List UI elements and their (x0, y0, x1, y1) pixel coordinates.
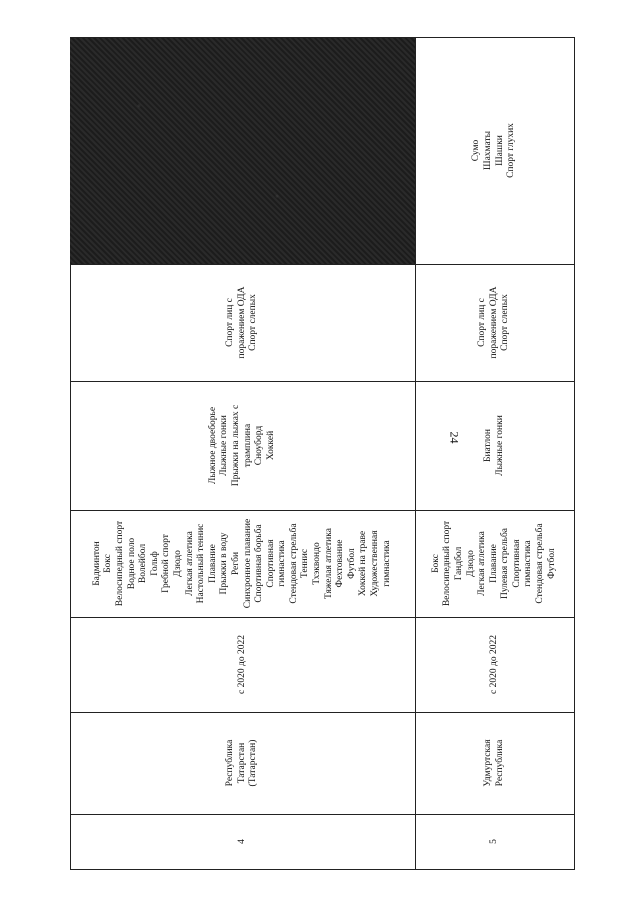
sport-item: Фехтование (335, 539, 346, 588)
table-border-bottom (70, 869, 574, 870)
row5-region-cell (415, 712, 574, 814)
row5-number-cell (415, 814, 574, 869)
sport-item: Бадминтон (91, 541, 102, 586)
row5-winter-cell (415, 381, 574, 510)
row5-region-line: Удмуртская (482, 739, 493, 787)
sport-item: Волейбол (138, 543, 149, 584)
sport-item: Художественная (370, 530, 381, 597)
sport-item: Футбол (346, 548, 357, 579)
sport-item: Шашки (494, 135, 505, 166)
row5-period-cell (415, 617, 574, 712)
row4-region-line: Республика (225, 739, 236, 787)
sport-item: Стендовая стрельба (288, 523, 299, 604)
sport-item: Шахматы (482, 131, 493, 171)
sport-item: трамплина (242, 423, 253, 468)
sport-item: Водное поло (126, 537, 137, 590)
row4-period-cell (70, 617, 415, 712)
sport-item: Регби (230, 551, 241, 576)
row5-other-list (471, 123, 517, 178)
sport-item: Спорт слепых (248, 294, 259, 351)
table-border-right (574, 37, 575, 870)
row5-summer-list (431, 521, 559, 606)
sport-item: Плавание (207, 544, 218, 583)
row5-disabled-list (477, 287, 512, 359)
sport-item: Теннис (300, 548, 311, 579)
row4-region-line: (Татарстан) (248, 739, 259, 787)
sport-item: Дзюдо (172, 550, 183, 577)
sport-item: Спортивная (265, 539, 276, 588)
row5-winter-list (483, 415, 506, 476)
sport-item: Плавание (488, 544, 499, 583)
row4-disabled-cell (70, 264, 415, 381)
sport-item: Легкая атлетика (477, 531, 488, 596)
sport-item: Хоккей на траве (358, 530, 369, 597)
row4-summer-cell (70, 510, 415, 617)
sport-item: Легкая атлетика (184, 531, 195, 596)
row5-summer-cell (415, 510, 574, 617)
sport-item: Бокс (430, 554, 441, 573)
sport-item: Спорт лиц с (225, 298, 236, 347)
sport-item: Спортивная борьба (254, 524, 265, 603)
row4-winter-cell (70, 381, 415, 510)
sport-item: Прыжки на лыжах с (230, 404, 241, 487)
sport-item: Лыжные гонки (219, 415, 230, 476)
sport-item: Хоккей (265, 430, 276, 461)
sport-item: Сумо (471, 139, 482, 162)
sport-item: Настольный теннис (196, 523, 207, 604)
sport-item: поражением ОДА (488, 286, 499, 359)
sport-item: Спорт слепых (500, 294, 511, 351)
sport-item: Биатлон (482, 429, 493, 462)
sport-item: Футбол (546, 548, 557, 579)
sport-item: Велосипедный спорт (442, 520, 453, 607)
row4-disabled-list (225, 287, 260, 359)
row5-disabled-cell (415, 264, 574, 381)
sport-item: Спорт лиц с (477, 298, 488, 347)
sport-item: поражением ОДА (236, 286, 247, 359)
page-number: 24 (447, 431, 462, 444)
obscured-cell-image (70, 38, 415, 264)
row4-summer-list (92, 519, 393, 608)
row4-region-line: Татарстан (236, 742, 247, 784)
sport-item: Велосипедный спорт (114, 520, 125, 607)
sport-item: Спорт глухих (506, 123, 517, 178)
sport-item: Гандбол (453, 546, 464, 581)
sport-item: Прыжки в воду (219, 532, 230, 595)
row4-region-cell (70, 712, 415, 814)
row5-other-cell (415, 37, 574, 264)
sport-item: гимнастика (277, 540, 288, 587)
row5-period: с 2020 до 2022 (488, 635, 499, 694)
sport-item: Тяжелая атлетика (323, 528, 334, 599)
sport-item: Синхронное плавание (242, 518, 253, 609)
sport-item: гимнастика (523, 540, 534, 587)
sport-item: Дзюдо (465, 550, 476, 577)
sport-item: гимнастика (381, 540, 392, 587)
row4-number: 4 (236, 839, 247, 844)
row5-region-line: Республика (494, 739, 505, 787)
row5-number: 5 (488, 839, 499, 844)
sport-item: Лыжное двоеборье (207, 406, 218, 485)
row4-winter-list (208, 405, 278, 487)
sport-item: Стендовая стрельба (535, 523, 546, 604)
sport-item: Сноуборд (254, 425, 265, 466)
sport-item: Гребной спорт (161, 534, 172, 593)
sport-item: Тхэквондо (312, 542, 323, 585)
sport-item: Гольф (149, 551, 160, 576)
sport-item: Пулевая стрельба (500, 527, 511, 600)
sport-item: Бокс (103, 554, 114, 573)
row4-number-cell (70, 814, 415, 869)
row4-period: с 2020 до 2022 (236, 635, 247, 694)
sport-item: Спортивная (511, 539, 522, 588)
sport-item: Лыжные гонки (494, 415, 505, 476)
